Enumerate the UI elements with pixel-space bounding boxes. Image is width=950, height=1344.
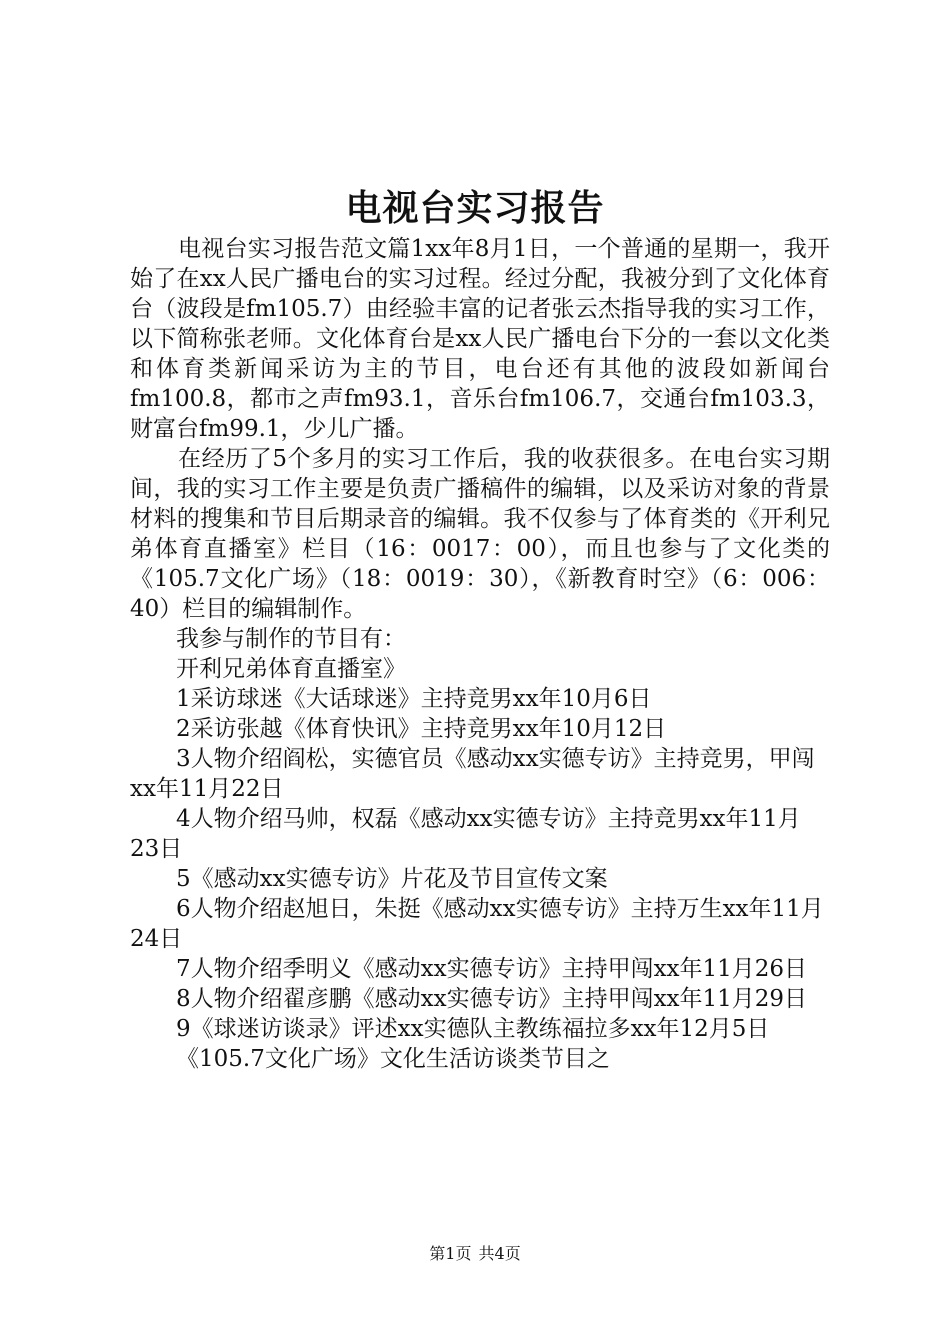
list-item: 《105.7文化广场》文化生活访谈类节目之 <box>176 1046 610 1072</box>
page-number: 第1页 <box>429 1244 472 1263</box>
list-item: 4人物介绍马帅，权磊《感动xx实德专访》主持竞男xx年11月23日 <box>130 806 801 862</box>
list-item: 6人物介绍赵旭日，朱挺《感动xx实德专访》主持万生xx年11月24日 <box>130 896 824 952</box>
list-item: 2采访张越《体育快讯》主持竞男xx年10月12日 <box>176 716 667 742</box>
paragraph: 在经历了5个多月的实习工作后，我的收获很多。在电台实习期间，我的实习工作主要是负责广播稿件的编辑，以及采访对象的背景材料的搜集和节目后期录音的编辑。我不仅参与了体育类的《开利兄弟体育直播室》栏目（16：0017：00），而且也参与了文化类的《105.7文化广场》（18：0019：30），《新教育时空》（6：006：40）栏目的编辑制作。 <box>130 446 830 622</box>
page-footer <box>0 1244 950 1264</box>
list-item: 8人物介绍翟彦鹏《感动xx实德专访》主持甲闯xx年11月29日 <box>176 986 808 1012</box>
list-item: 7人物介绍季明义《感动xx实德专访》主持甲闯xx年11月26日 <box>176 956 808 982</box>
list-item: 9《球迷访谈录》评述xx实德队主教练福拉多xx年12月5日 <box>176 1016 770 1042</box>
program-heading: 开利兄弟体育直播室》 <box>176 656 406 682</box>
paragraph: 电视台实习报告范文篇1xx年8月1日，一个普通的星期一，我开始了在xx人民广播电台的实习过程。经过分配，我被分到了文化体育台（波段是fm105.7）由经验丰富的记者张云杰指导我的实习工作，以下简称张老师。文化体育台是xx人民广播电台下分的一套以文化类和体育类新闻采访为主的节目，电台还有其他的波段如新闻台fm100.8，都市之声fm93.1，音乐台fm106.7，交通台fm103.3，财富台fm99.1，少儿广播。 <box>130 236 830 442</box>
list-item: 3人物介绍阎松，实德官员《感动xx实德专访》主持竞男，甲闯xx年11月22日 <box>130 746 815 802</box>
list-item: 5《感动xx实德专访》片花及节目宣传文案 <box>176 866 608 892</box>
page-total: 共4页 <box>478 1244 521 1263</box>
document-body <box>130 234 830 1074</box>
list-intro: 我参与制作的节目有： <box>176 626 406 652</box>
list-item: 1采访球迷《大话球迷》主持竞男xx年10月6日 <box>176 686 652 712</box>
document-title: 电视台实习报告 <box>345 187 605 229</box>
